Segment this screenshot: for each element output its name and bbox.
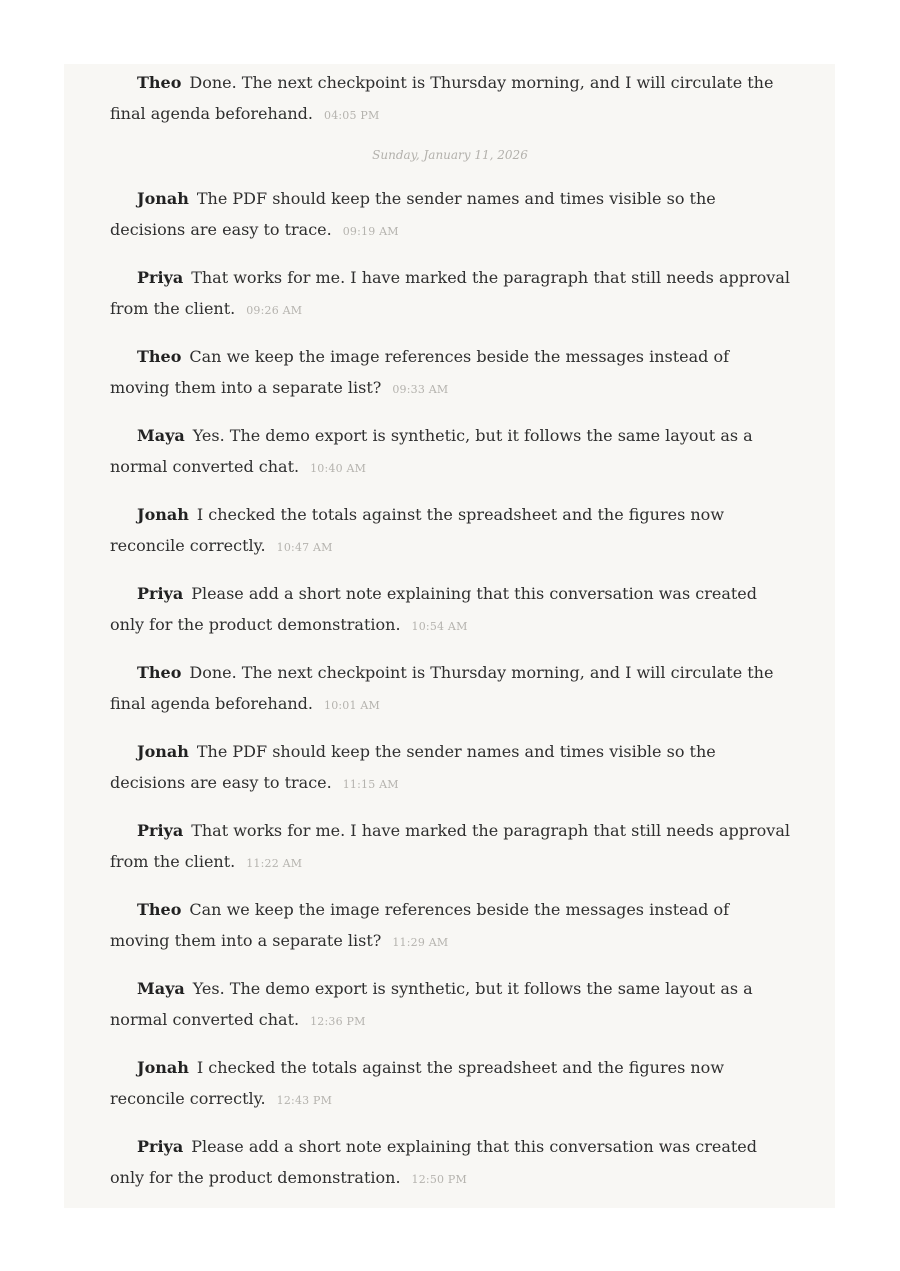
- message-sender: Theo: [137, 663, 182, 682]
- message-time: 12:36 PM: [310, 1015, 366, 1028]
- message-text: Please add a short note explaining that this conversation was created only for the product demonstration.: [110, 584, 757, 634]
- message-text: Please add a short note explaining that this conversation was created only for the product demonstration.: [110, 1137, 757, 1187]
- message-sender: Jonah: [137, 742, 189, 761]
- message-text: The PDF should keep the sender names and times visible so the decisions are easy to trace.: [110, 189, 716, 239]
- message-time: 12:50 PM: [411, 1173, 467, 1186]
- message: [110, 341, 790, 405]
- message-sender: Theo: [137, 900, 182, 919]
- message-time: 10:40 AM: [310, 462, 367, 475]
- message-text: Yes. The demo export is synthetic, but it follows the same layout as a normal converted chat.: [110, 979, 753, 1029]
- message-sender: Priya: [137, 268, 184, 287]
- message-sender: Priya: [137, 821, 184, 840]
- message-sender: Maya: [137, 426, 185, 445]
- message: [110, 578, 790, 642]
- message-text: The PDF should keep the sender names and times visible so the decisions are easy to trace.: [110, 742, 716, 792]
- message: [110, 67, 790, 131]
- message-time: 11:22 AM: [246, 857, 303, 870]
- message: [110, 420, 790, 484]
- date-separator: Sunday, January 11, 2026: [372, 148, 528, 162]
- message: [110, 499, 790, 563]
- message-time: 09:33 AM: [392, 383, 449, 396]
- message: [110, 973, 790, 1037]
- message-text: Can we keep the image references beside the messages instead of moving them into a separate list?: [110, 347, 730, 397]
- message-time: 12:43 PM: [276, 1094, 333, 1107]
- message-sender: Jonah: [137, 1058, 189, 1077]
- message: [110, 657, 790, 721]
- message: [110, 262, 790, 326]
- chat-export-page: [64, 64, 835, 1208]
- message-text: That works for me. I have marked the paragraph that still needs approval from the client.: [110, 821, 790, 871]
- message-text: Yes. The demo export is synthetic, but it follows the same layout as a normal converted chat.: [110, 426, 753, 476]
- message: [110, 815, 790, 879]
- message-text: Done. The next checkpoint is Thursday morning, and I will circulate the final agenda beforehand.: [110, 73, 774, 123]
- message-text: That works for me. I have marked the paragraph that still needs approval from the client.: [110, 268, 790, 318]
- message-sender: Priya: [137, 584, 184, 603]
- message: [110, 183, 790, 247]
- message-sender: Theo: [137, 73, 182, 92]
- message-text: I checked the totals against the spreadsheet and the figures now reconcile correctly.: [110, 505, 725, 555]
- message-time: 10:01 AM: [324, 699, 381, 712]
- message-sender: Jonah: [137, 505, 189, 524]
- message: [110, 1131, 790, 1195]
- message-time: 11:29 AM: [392, 936, 449, 949]
- message-sender: Maya: [137, 979, 185, 998]
- message: [110, 1052, 790, 1116]
- message-sender: Priya: [137, 1137, 184, 1156]
- message-time: 10:47 AM: [276, 541, 333, 554]
- message-time: 09:19 AM: [342, 225, 399, 238]
- message-text: I checked the totals against the spreadsheet and the figures now reconcile correctly.: [110, 1058, 725, 1108]
- message-time: 04:05 PM: [324, 109, 380, 122]
- message-time: 09:26 AM: [246, 304, 303, 317]
- message-text: Can we keep the image references beside the messages instead of moving them into a separate list?: [110, 900, 730, 950]
- message-time: 11:15 AM: [342, 778, 399, 791]
- message-text: Done. The next checkpoint is Thursday morning, and I will circulate the final agenda beforehand.: [110, 663, 774, 713]
- message-sender: Jonah: [137, 189, 189, 208]
- message: [110, 894, 790, 958]
- message: [110, 736, 790, 800]
- message-list: [110, 67, 790, 1210]
- message-sender: Theo: [137, 347, 182, 366]
- message-time: 10:54 AM: [411, 620, 468, 633]
